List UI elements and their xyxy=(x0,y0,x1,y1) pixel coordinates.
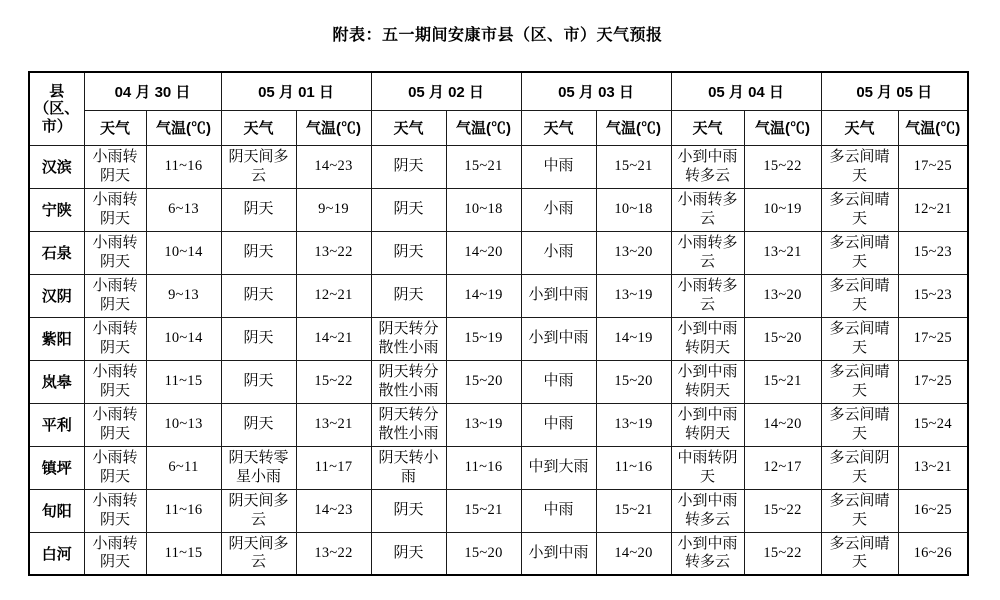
temp-cell: 14~20 xyxy=(596,532,671,575)
weather-cell: 中雨转阴天 xyxy=(671,446,744,489)
temp-cell: 15~23 xyxy=(898,274,968,317)
temp-cell: 15~23 xyxy=(898,231,968,274)
temp-subheader: 气温(℃) xyxy=(898,110,968,145)
weather-cell: 阴天 xyxy=(371,145,446,188)
temp-cell: 11~16 xyxy=(446,446,521,489)
weather-cell: 阴天 xyxy=(371,274,446,317)
temp-cell: 11~15 xyxy=(146,532,221,575)
temp-cell: 10~13 xyxy=(146,403,221,446)
table-row xyxy=(29,403,968,446)
weather-cell: 阴天 xyxy=(371,489,446,532)
temp-cell: 15~20 xyxy=(446,532,521,575)
table-row xyxy=(29,317,968,360)
table-row xyxy=(29,274,968,317)
temp-cell: 15~21 xyxy=(744,360,821,403)
weather-cell: 多云间晴天 xyxy=(821,532,898,575)
weather-cell: 多云间晴天 xyxy=(821,403,898,446)
weather-cell: 小雨转阴天 xyxy=(84,145,146,188)
date-header: 05 月 01 日 xyxy=(221,72,371,110)
weather-cell: 阴天 xyxy=(371,231,446,274)
weather-cell: 小到中雨转阴天 xyxy=(671,403,744,446)
weather-subheader: 天气 xyxy=(371,110,446,145)
weather-cell: 小雨 xyxy=(521,231,596,274)
temp-cell: 13~22 xyxy=(296,231,371,274)
date-header: 04 月 30 日 xyxy=(84,72,221,110)
header-sub-row xyxy=(29,110,968,145)
temp-cell: 13~19 xyxy=(596,274,671,317)
table-row xyxy=(29,145,968,188)
county-column-header xyxy=(29,72,84,145)
weather-cell: 多云间晴天 xyxy=(821,188,898,231)
temp-cell: 15~24 xyxy=(898,403,968,446)
temp-cell: 15~22 xyxy=(744,532,821,575)
county-label: 镇坪 xyxy=(29,446,84,489)
temp-cell: 10~18 xyxy=(446,188,521,231)
temp-cell: 13~20 xyxy=(596,231,671,274)
county-label: 白河 xyxy=(29,532,84,575)
temp-cell: 11~16 xyxy=(596,446,671,489)
county-column-header-line: （区、 xyxy=(34,100,80,118)
temp-cell: 15~22 xyxy=(744,489,821,532)
temp-cell: 13~21 xyxy=(744,231,821,274)
temp-subheader: 气温(℃) xyxy=(596,110,671,145)
temp-cell: 12~21 xyxy=(898,188,968,231)
weather-cell: 小雨转多云 xyxy=(671,231,744,274)
temp-cell: 13~21 xyxy=(296,403,371,446)
temp-cell: 14~23 xyxy=(296,489,371,532)
table-row xyxy=(29,188,968,231)
weather-subheader: 天气 xyxy=(821,110,898,145)
weather-cell: 阴天间多云 xyxy=(221,489,296,532)
temp-cell: 10~14 xyxy=(146,231,221,274)
weather-cell: 中雨 xyxy=(521,489,596,532)
temp-subheader: 气温(℃) xyxy=(446,110,521,145)
table-row xyxy=(29,489,968,532)
temp-cell: 9~13 xyxy=(146,274,221,317)
date-header: 05 月 04 日 xyxy=(671,72,821,110)
table-body xyxy=(29,145,968,575)
weather-cell: 阴天转小雨 xyxy=(371,446,446,489)
temp-cell: 11~16 xyxy=(146,489,221,532)
county-label: 宁陕 xyxy=(29,188,84,231)
weather-cell: 小雨转多云 xyxy=(671,274,744,317)
weather-cell: 阴天 xyxy=(221,274,296,317)
weather-cell: 小雨转阴天 xyxy=(84,489,146,532)
county-label: 紫阳 xyxy=(29,317,84,360)
weather-cell: 小雨转阴天 xyxy=(84,274,146,317)
temp-cell: 9~19 xyxy=(296,188,371,231)
temp-cell: 14~19 xyxy=(596,317,671,360)
weather-cell: 小到中雨转多云 xyxy=(671,489,744,532)
weather-cell: 多云间晴天 xyxy=(821,274,898,317)
weather-cell: 小到中雨转阴天 xyxy=(671,360,744,403)
temp-cell: 14~21 xyxy=(296,317,371,360)
temp-cell: 15~21 xyxy=(446,145,521,188)
county-label: 平利 xyxy=(29,403,84,446)
weather-cell: 阴天 xyxy=(221,360,296,403)
temp-cell: 16~25 xyxy=(898,489,968,532)
temp-cell: 14~23 xyxy=(296,145,371,188)
temp-cell: 15~22 xyxy=(296,360,371,403)
weather-subheader: 天气 xyxy=(521,110,596,145)
temp-cell: 10~18 xyxy=(596,188,671,231)
weather-cell: 多云间阴天 xyxy=(821,446,898,489)
temp-cell: 10~14 xyxy=(146,317,221,360)
temp-cell: 15~22 xyxy=(744,145,821,188)
weather-cell: 小雨转阴天 xyxy=(84,231,146,274)
weather-cell: 阴天 xyxy=(371,188,446,231)
weather-cell: 多云间晴天 xyxy=(821,489,898,532)
temp-cell: 15~20 xyxy=(744,317,821,360)
weather-cell: 阴天 xyxy=(371,532,446,575)
document-page xyxy=(0,26,1000,600)
weather-cell: 小到中雨 xyxy=(521,274,596,317)
weather-cell: 小雨转阴天 xyxy=(84,360,146,403)
weather-cell: 中雨 xyxy=(521,145,596,188)
table-header xyxy=(29,72,968,145)
weather-cell: 中雨 xyxy=(521,403,596,446)
weather-forecast-table xyxy=(28,71,969,576)
temp-cell: 6~11 xyxy=(146,446,221,489)
weather-cell: 小雨转阴天 xyxy=(84,446,146,489)
weather-cell: 小雨 xyxy=(521,188,596,231)
weather-cell: 多云间晴天 xyxy=(821,145,898,188)
table-row xyxy=(29,360,968,403)
weather-cell: 阴天 xyxy=(221,188,296,231)
county-column-header-line: 市） xyxy=(41,117,72,135)
weather-cell: 小雨转阴天 xyxy=(84,188,146,231)
weather-cell: 小到中雨转阴天 xyxy=(671,317,744,360)
county-column-header-line: 县 xyxy=(49,83,65,101)
temp-cell: 10~19 xyxy=(744,188,821,231)
weather-cell: 多云间晴天 xyxy=(821,317,898,360)
temp-subheader: 气温(℃) xyxy=(146,110,221,145)
weather-cell: 小雨转阴天 xyxy=(84,317,146,360)
temp-cell: 13~22 xyxy=(296,532,371,575)
temp-cell: 17~25 xyxy=(898,317,968,360)
weather-cell: 小雨转阴天 xyxy=(84,403,146,446)
weather-subheader: 天气 xyxy=(671,110,744,145)
temp-cell: 13~21 xyxy=(898,446,968,489)
weather-cell: 多云间晴天 xyxy=(821,231,898,274)
temp-cell: 15~19 xyxy=(446,317,521,360)
weather-subheader: 天气 xyxy=(84,110,146,145)
weather-cell: 阴天转分散性小雨 xyxy=(371,360,446,403)
weather-cell: 小到中雨转多云 xyxy=(671,532,744,575)
county-label: 旬阳 xyxy=(29,489,84,532)
weather-cell: 小雨转阴天 xyxy=(84,532,146,575)
county-label: 岚皋 xyxy=(29,360,84,403)
weather-subheader: 天气 xyxy=(221,110,296,145)
page-title: 附表：五一期间安康市县（区、市）天气预报 xyxy=(332,27,663,44)
county-label: 石泉 xyxy=(29,231,84,274)
temp-cell: 12~17 xyxy=(744,446,821,489)
header-date-row xyxy=(29,72,968,110)
weather-cell: 中到大雨 xyxy=(521,446,596,489)
weather-cell: 小雨转多云 xyxy=(671,188,744,231)
temp-cell: 14~20 xyxy=(446,231,521,274)
temp-cell: 14~20 xyxy=(744,403,821,446)
weather-cell: 小到中雨 xyxy=(521,317,596,360)
temp-subheader: 气温(℃) xyxy=(296,110,371,145)
temp-cell: 15~21 xyxy=(446,489,521,532)
temp-subheader: 气温(℃) xyxy=(744,110,821,145)
temp-cell: 15~21 xyxy=(596,489,671,532)
temp-cell: 13~19 xyxy=(596,403,671,446)
weather-cell: 阴天 xyxy=(221,403,296,446)
temp-cell: 12~21 xyxy=(296,274,371,317)
temp-cell: 15~20 xyxy=(446,360,521,403)
date-header: 05 月 02 日 xyxy=(371,72,521,110)
temp-cell: 15~21 xyxy=(596,145,671,188)
weather-cell: 阴天转分散性小雨 xyxy=(371,317,446,360)
temp-cell: 6~13 xyxy=(146,188,221,231)
temp-cell: 11~15 xyxy=(146,360,221,403)
weather-cell: 阴天转零星小雨 xyxy=(221,446,296,489)
county-label: 汉滨 xyxy=(29,145,84,188)
temp-cell: 17~25 xyxy=(898,360,968,403)
weather-cell: 阴天转分散性小雨 xyxy=(371,403,446,446)
weather-cell: 阴天间多云 xyxy=(221,145,296,188)
weather-cell: 阴天 xyxy=(221,317,296,360)
temp-cell: 14~19 xyxy=(446,274,521,317)
weather-cell: 中雨 xyxy=(521,360,596,403)
weather-cell: 小到中雨转多云 xyxy=(671,145,744,188)
temp-cell: 13~20 xyxy=(744,274,821,317)
temp-cell: 17~25 xyxy=(898,145,968,188)
temp-cell: 15~20 xyxy=(596,360,671,403)
weather-cell: 小到中雨 xyxy=(521,532,596,575)
county-label: 汉阴 xyxy=(29,274,84,317)
table-row xyxy=(29,446,968,489)
temp-cell: 11~16 xyxy=(146,145,221,188)
temp-cell: 16~26 xyxy=(898,532,968,575)
temp-cell: 11~17 xyxy=(296,446,371,489)
date-header: 05 月 05 日 xyxy=(821,72,968,110)
temp-cell: 13~19 xyxy=(446,403,521,446)
weather-cell: 阴天间多云 xyxy=(221,532,296,575)
table-row xyxy=(29,532,968,575)
table-row xyxy=(29,231,968,274)
date-header: 05 月 03 日 xyxy=(521,72,671,110)
weather-cell: 阴天 xyxy=(221,231,296,274)
weather-cell: 多云间晴天 xyxy=(821,360,898,403)
